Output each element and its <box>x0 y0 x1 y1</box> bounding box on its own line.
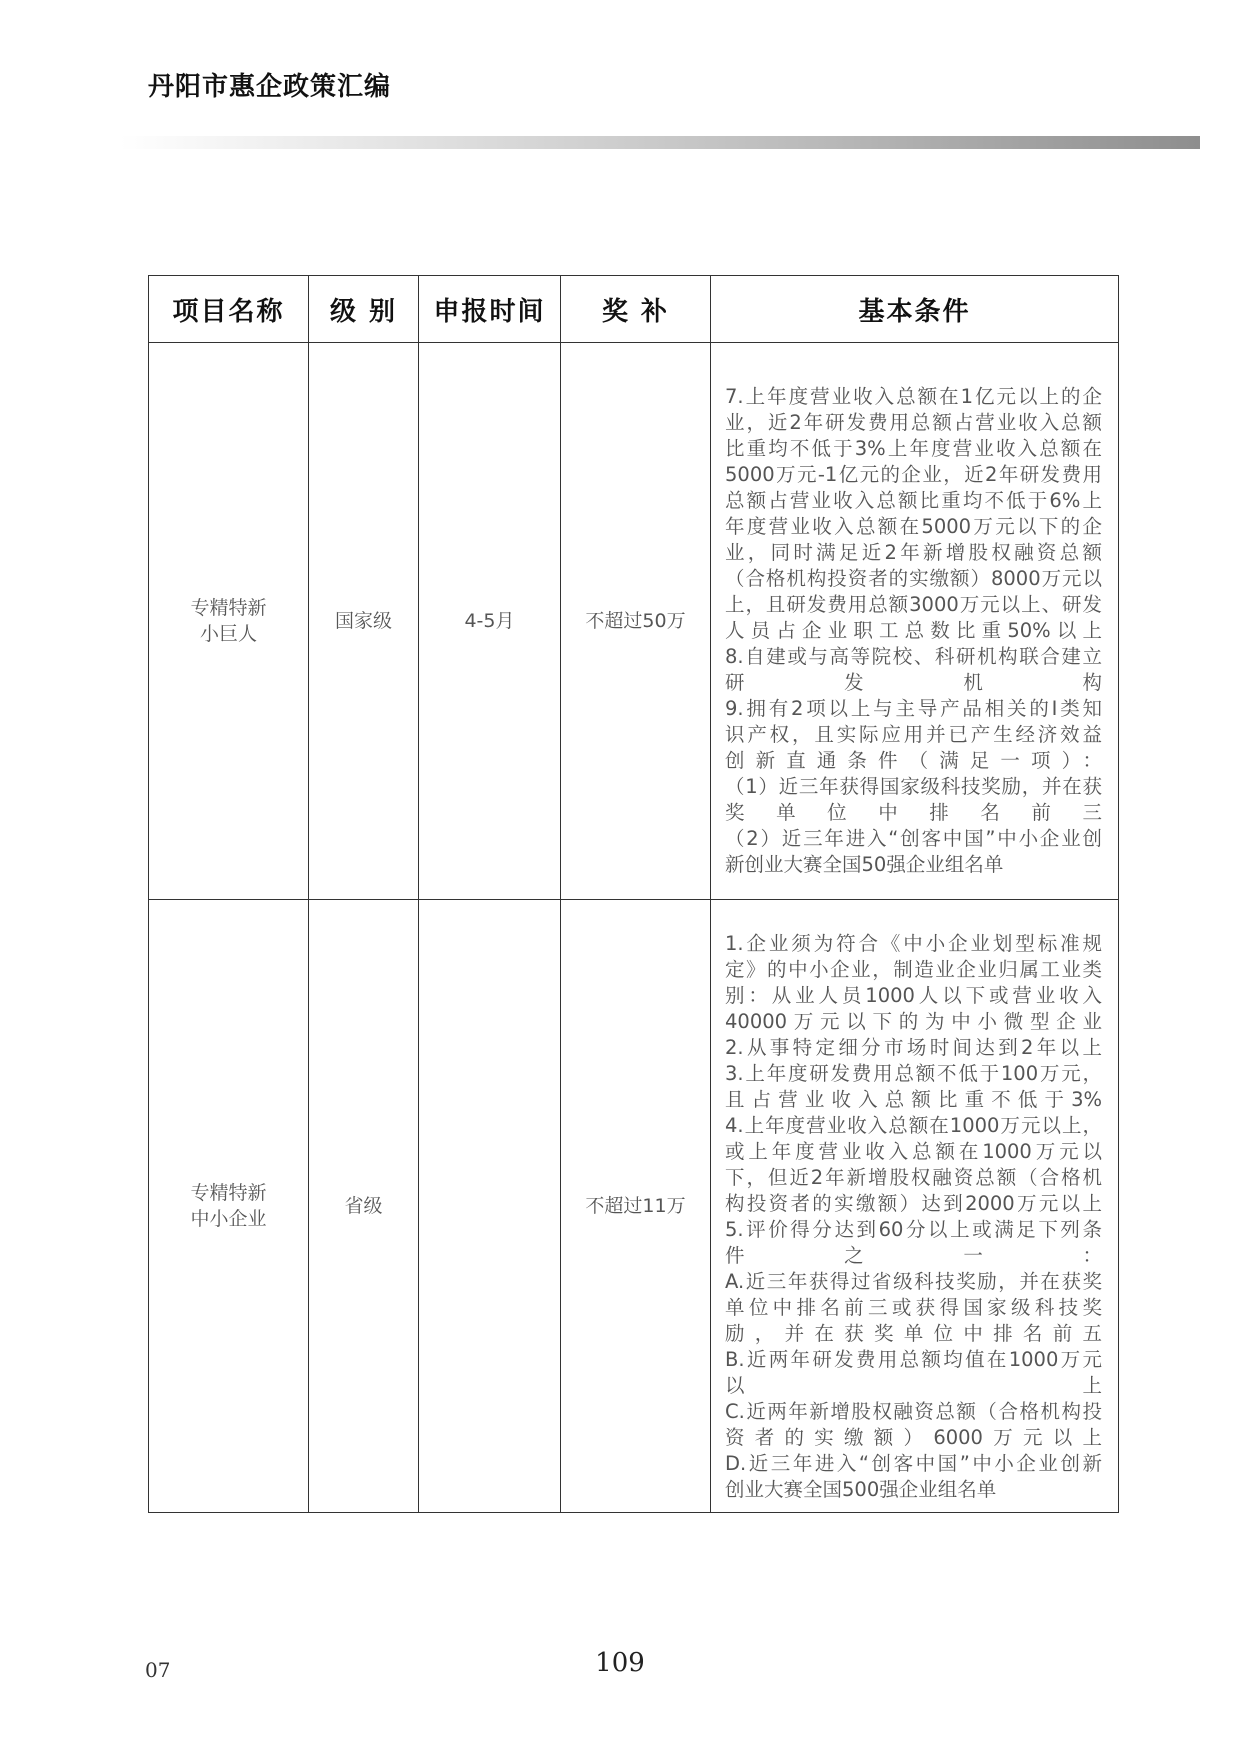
conditions-cell <box>711 900 1119 1513</box>
level-cell: 国家级 <box>309 343 419 900</box>
application-time-cell: 4-5月 <box>419 343 561 900</box>
policy-table <box>148 275 1119 1513</box>
table-row <box>149 343 1119 900</box>
condition-line: D.近三年进入“创客中国”中小企业创新 <box>725 1452 1102 1475</box>
condition-line: 业，同时满足近2年新增股权融资总额 <box>725 541 1102 564</box>
project-name-line: 小巨人 <box>199 623 257 645</box>
condition-line: 1.企业须为符合《中小企业划型标准规 <box>725 932 1102 955</box>
condition-line: （合格机构投资者的实缴额）8000万元以 <box>725 567 1102 590</box>
column-header-level: 级 别 <box>309 276 419 343</box>
condition-line: 年度营业收入总额在5000万元以下的企 <box>725 515 1102 538</box>
table-header-row <box>149 276 1119 343</box>
condition-line: 2.从事特定细分市场时间达到2年以上 <box>725 1036 1102 1059</box>
condition-line: 上，且研发费用总额3000万元以上、研发 <box>725 593 1102 616</box>
condition-line: 构投资者的实缴额）达到2000万元以上 <box>725 1192 1102 1215</box>
condition-line: 创业大赛全国500强企业组名单 <box>725 1478 997 1501</box>
condition-line: 定》的中小企业，制造业企业归属工业类 <box>725 958 1102 981</box>
column-header-award: 奖 补 <box>561 276 711 343</box>
condition-line: 7.上年度营业收入总额在1亿元以上的企 <box>725 385 1102 408</box>
condition-line: C.近两年新增股权融资总额（合格机构投 <box>725 1400 1102 1423</box>
condition-line: 别：从业人员1000人以下或营业收入 <box>725 984 1102 1007</box>
project-name-cell <box>149 343 309 900</box>
condition-line: 5000万元-1亿元的企业，近2年研发费用 <box>725 463 1102 486</box>
condition-line: 3.上年度研发费用总额不低于100万元， <box>725 1062 1102 1085</box>
table-row <box>149 900 1119 1513</box>
condition-line: 新创业大赛全国50强企业组名单 <box>725 853 1004 876</box>
condition-line: 4.上年度营业收入总额在1000万元以上， <box>725 1114 1102 1137</box>
condition-line: 奖单位中排名前三 <box>725 801 1102 824</box>
conditions-list <box>725 909 1102 1503</box>
condition-line: 励，并在获奖单位中排名前五 <box>725 1322 1102 1345</box>
condition-line: 比重均不低于3%上年度营业收入总额在 <box>725 437 1102 460</box>
condition-line: 人员占企业职工总数比重50%以上 <box>725 619 1102 642</box>
condition-line: 件之一： <box>725 1244 1102 1267</box>
condition-line: 下，但近2年新增股权融资总额（合格机 <box>725 1166 1102 1189</box>
condition-line: （2）近三年进入“创客中国”中小企业创 <box>725 827 1102 850</box>
condition-line: 9.拥有2项以上与主导产品相关的I类知 <box>725 697 1102 720</box>
project-name-line: 专精特新 <box>190 1182 267 1204</box>
conditions-cell <box>711 343 1119 900</box>
condition-line: 8.自建或与高等院校、科研机构联合建立 <box>725 645 1102 668</box>
condition-line: 识产权，且实际应用并已产生经济效益 <box>725 723 1102 746</box>
condition-line: 或上年度营业收入总额在1000万元以 <box>725 1140 1102 1163</box>
conditions-list <box>725 364 1102 878</box>
project-name-line: 专精特新 <box>190 597 267 619</box>
application-time-cell <box>419 900 561 1513</box>
condition-line: 且占营业收入总额比重不低于3% <box>725 1088 1102 1111</box>
project-name-line: 中小企业 <box>190 1208 267 1230</box>
column-header-application-time: 申报时间 <box>419 276 561 343</box>
condition-line: 资者的实缴额）6000万元以上 <box>725 1426 1102 1449</box>
condition-line: （1）近三年获得国家级科技奖励，并在获 <box>725 775 1102 798</box>
condition-line: 以上 <box>725 1374 1102 1397</box>
condition-line: 单位中排名前三或获得国家级科技奖 <box>725 1296 1102 1319</box>
level-cell: 省级 <box>309 900 419 1513</box>
condition-line: 总额占营业收入总额比重均不低于6%上 <box>725 489 1102 512</box>
condition-line: 5.评价得分达到60分以上或满足下列条 <box>725 1218 1102 1241</box>
condition-line: B.近两年研发费用总额均值在1000万元 <box>725 1348 1102 1371</box>
award-cell: 不超过50万 <box>561 343 711 900</box>
condition-line: 创新直通条件（满足一项）： <box>725 749 1102 772</box>
condition-line: 研发机构 <box>725 671 1102 694</box>
page-number: 109 <box>595 1648 645 1678</box>
column-header-basic-conditions: 基本条件 <box>711 276 1119 343</box>
condition-line: 40000万元以下的为中小微型企业 <box>725 1010 1102 1033</box>
award-cell: 不超过11万 <box>561 900 711 1513</box>
header-gradient-rule <box>120 136 1200 149</box>
condition-line: A.近三年获得过省级科技奖励，并在获奖 <box>725 1270 1102 1293</box>
section-number: 07 <box>145 1658 171 1682</box>
column-header-project-name: 项目名称 <box>149 276 309 343</box>
condition-line: 业，近2年研发费用总额占营业收入总额 <box>725 411 1102 434</box>
book-title: 丹阳市惠企政策汇编 <box>148 72 392 102</box>
project-name-cell <box>149 900 309 1513</box>
